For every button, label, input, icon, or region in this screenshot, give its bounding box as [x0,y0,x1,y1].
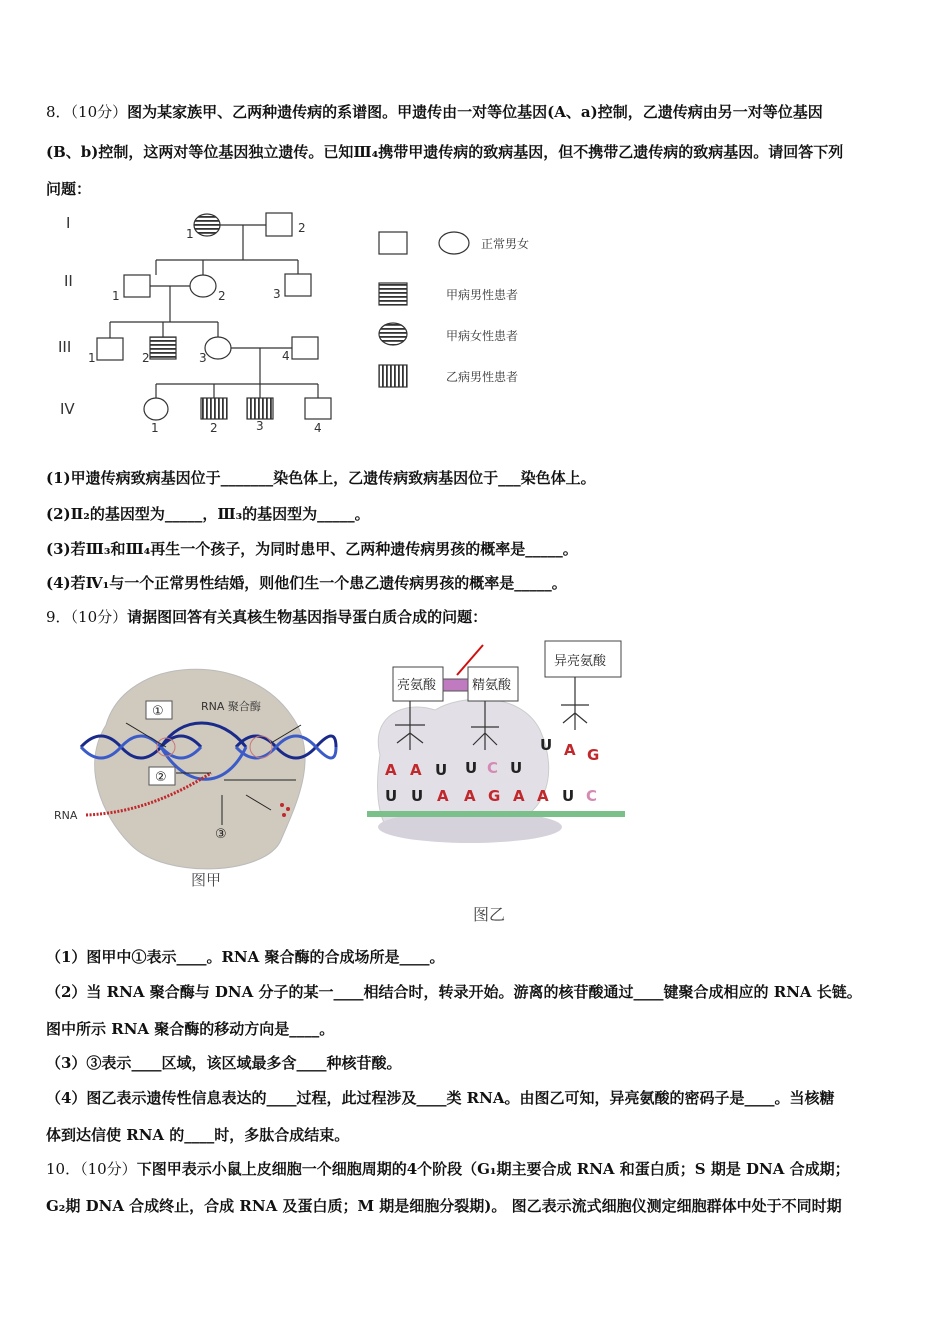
q9-sub2-line1: （2）当 RNA 聚合酶与 DNA 分子的某一____相结合时，转录开始。游离的核苷酸通过____键聚合成相应的 RNA 长链。 [46,983,862,1001]
I1-label: 1 [186,227,194,241]
codon-5: G [488,787,501,805]
aa-leu-label: 亮氨酸 [397,678,437,693]
codon-6: A [513,787,525,805]
q8-sub2: (2)Ⅱ₂的基因型为_____，Ⅲ₃的基因型为_____。 [46,505,370,523]
legend-A-male-symbol [379,283,407,305]
II2-label: 2 [218,289,226,303]
I2-label: 2 [298,221,306,235]
aa-ile-label: 异亮氨酸 [554,654,607,669]
aa-arg-label: 精氨酸 [472,678,512,693]
codon-9: C [586,787,598,805]
III1-label: 1 [88,351,96,365]
IV2-label: 2 [210,421,218,435]
legend-A-male-label: 甲病男性患者 [446,288,519,302]
I2-normal-male [266,213,292,236]
II1-label: 1 [112,289,120,303]
legend-normal-male-symbol [379,232,407,254]
q8-intro-line3: 问题： [46,180,92,198]
IV2-affected-male-B [201,398,227,419]
q9-sub1: （1）图甲中①表示____。RNA 聚合酶的合成场所是____。 [46,948,445,966]
III2-label: 2 [142,351,150,365]
anticodon-3-1: U [540,736,553,754]
pedigree-chart [46,200,556,440]
anticodon-1-1: A [385,761,397,779]
q10-line2: G₂期 DNA 合成终止，合成 RNA 及蛋白质；M 期是细胞分裂期)。 图乙表示流式细胞仪测定细胞群体中处于不同时期 [46,1197,842,1215]
codon-2: U [411,787,424,805]
q8-number: 8．（10分） [46,103,128,121]
codon-8: U [562,787,575,805]
legend-B-male-symbol [379,365,407,387]
free-nucleotide [282,813,286,817]
q8-sub1: (1)甲遗传病致病基因位于_______染色体上，乙遗传病致病基因位于___染色体上。 [46,469,596,487]
ribosome-large [378,699,549,825]
figure-b-translation [365,635,635,930]
q9-intro: 请据图回答有关真核生物基因指导蛋白质合成的问题： [127,608,488,626]
q10-text: 下图甲表示小鼠上皮细胞一个细胞周期的4个阶段（G₁期主要合成 RNA 和蛋白质；S 期是 DNA 合成期； [136,1160,850,1178]
nucleus-blob [95,669,305,869]
II2-normal-female [190,275,216,297]
codon-4: A [464,787,476,805]
q8-intro-line2: (B、b)控制，这两对等位基因独立遗传。已知Ⅲ₄携带甲遗传病的致病基因，但不携带乙遗传病的致病基因。请回答下列 [46,143,844,161]
q9-sub4-line1: （4）图乙表示遗传性信息表达的____过程，此过程涉及____类 RNA。由图乙可知，异亮氨酸的密码子是____。当核糖 [46,1089,835,1107]
codon-7: A [537,787,549,805]
marker-1: ① [152,704,164,719]
generation-II: II [64,272,73,290]
q10-line1 [46,1158,850,1179]
generation-III: III [58,338,72,356]
marker-3: ③ [215,827,227,842]
q9-sub4-line2: 体到达信使 RNA 的____时，多肽合成结束。 [46,1126,350,1144]
figure-b-caption: 图乙 [473,905,506,924]
peptide-bond [443,679,468,691]
legend-B-male-label: 乙病男性患者 [446,370,519,384]
III3-label: 3 [199,351,207,365]
anticodon-3-2: A [564,741,576,759]
IV1-label: 1 [151,421,159,435]
I1-affected-female [194,214,220,236]
IV3-label: 3 [256,419,264,433]
legend-A-female-symbol [379,323,407,345]
q9-number: 9．（10分） [46,608,128,626]
II3-label: 3 [273,287,281,301]
legend-normal-label: 正常男女 [481,237,530,251]
figure-a-transcription [46,655,346,895]
anticodon-2-2: C [487,759,499,777]
q9-sub2-line2: 图中所示 RNA 聚合酶的移动方向是____。 [46,1020,335,1038]
generation-IV: IV [60,400,75,418]
rna-label: RNA [54,809,78,822]
mrna-strand [367,811,625,817]
anticodon-1-2: A [410,761,422,779]
IV4-label: 4 [314,421,322,435]
III4-normal-male [292,337,318,359]
q9-intro-line [46,606,487,627]
legend-A-female-label: 甲病女性患者 [446,329,519,343]
anticodon-3-3: G [587,746,600,764]
q10-number: 10．（10分） [46,1160,137,1178]
generation-I: I [66,214,71,232]
IV1-normal-female [144,398,168,420]
legend-normal-female-symbol [439,232,469,254]
q8-sub4: (4)若Ⅳ₁与一个正常男性结婚，则他们生一个患乙遗传病男孩的概率是_____。 [46,574,567,592]
q8-intro-line1 [46,101,823,122]
II1-normal-male [124,275,150,297]
codon-1: U [385,787,398,805]
codon-3: A [437,787,449,805]
trna-3 [561,677,589,730]
IV4-normal-male [305,398,331,419]
q9-sub3: （3）③表示____区域，该区域最多含____种核苷酸。 [46,1054,402,1072]
q8-sub3: (3)若Ⅲ₃和Ⅲ₄再生一个孩子，为同时患甲、乙两种遗传病男孩的概率是_____。 [46,540,578,558]
II3-normal-male [285,274,311,296]
free-nucleotide [286,807,290,811]
marker-2: ② [155,770,167,785]
free-nucleotide [280,803,284,807]
q8-intro: 图为某家族甲、乙两种遗传病的系谱图。甲遗传由一对等位基因(A、a)控制，乙遗传病由另一对等位基因 [127,103,823,121]
IV3-affected-male-B [247,398,273,419]
anticodon-2-3: U [510,759,523,777]
anticodon-1-3: U [435,761,448,779]
III2-affected-male-A [150,337,176,359]
III1-normal-male [97,338,123,360]
III4-label: 4 [282,349,290,363]
figure-a-caption: 图甲 [191,871,222,889]
rna-polymerase-label: RNA 聚合酶 [201,700,261,713]
III3-normal-female [205,337,231,359]
anticodon-2-1: U [465,759,478,777]
